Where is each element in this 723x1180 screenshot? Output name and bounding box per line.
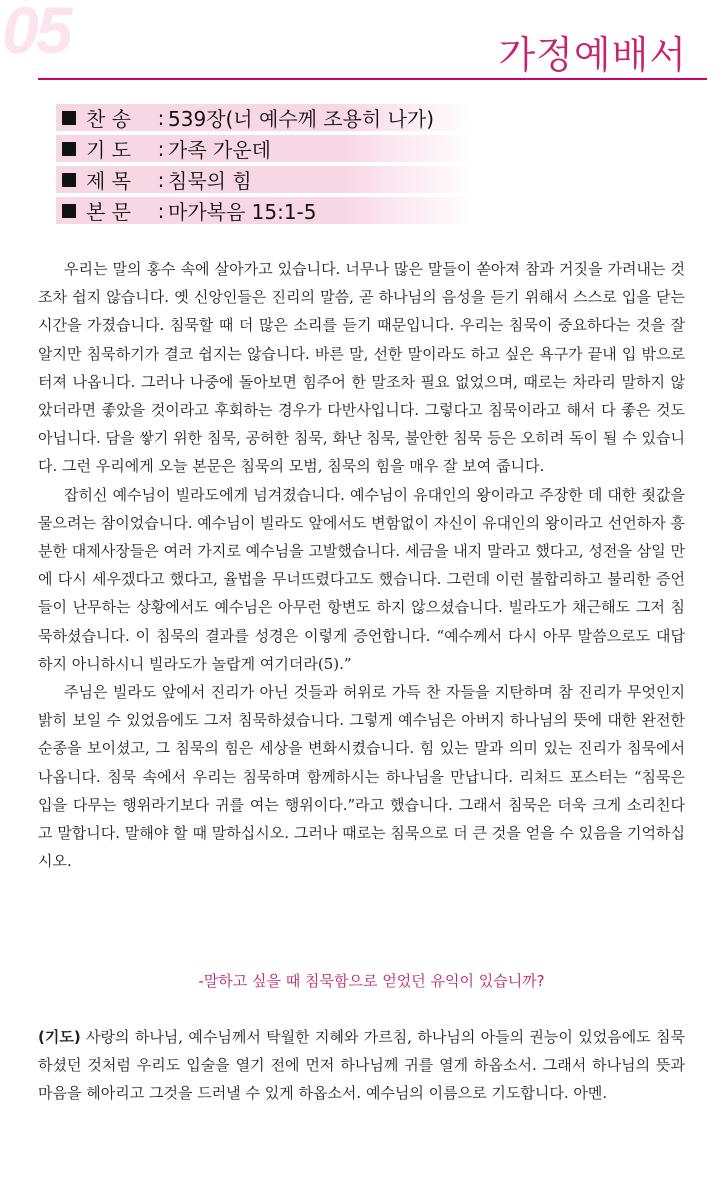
order-row-prayer xyxy=(56,135,476,162)
page-number: 05 xyxy=(2,0,70,67)
order-colon: : xyxy=(157,136,165,161)
sermon-paragraph: 주님은 빌라도 앞에서 진리가 아닌 것들과 허위로 가득 찬 자들을 지탄하며 참 진리가 무엇인지 밝히 보일 수 있었음에도 그저 침묵하셨습니다. 그렇게 예수님은 아버지 하나님의 뜻에 대한 완전한 순종을 보이셨고, 그 침묵의 힘은 세상을 변화시켰습니다. 힘 있는 말과 의미 있는 진리가 침묵에서 나옵니다. 침묵 속에서 우리는 침묵하며 함께하시는 하나님을 만납니다. 리처드 포스터는 “침묵은 입을 다무는 행위라기보다 귀를 여는 행위이다.”라고 했습니다. 그래서 침묵은 더욱 크게 소리친다고 말합니다. 말해야 할 때 말하십시오. 그러나 때로는 침묵으로 더 큰 것을 얻을 수 있음을 기억하십시오. xyxy=(38,683,685,871)
worship-order xyxy=(56,104,476,228)
square-bullet-icon xyxy=(62,142,76,156)
page-title: 가정예배서 xyxy=(498,33,687,77)
sermon-paragraph: 우리는 말의 홍수 속에 살아가고 있습니다. 너무나 많은 말들이 쏟아져 참과 거짓을 가려내는 것조차 쉽지 않습니다. 옛 신앙인들은 진리의 말씀, 곧 하나님의 음성을 듣기 위해서 스스로 입을 닫는 시간을 가졌습니다. 침묵할 때 더 많은 소리를 듣기 때문입니다. 우리는 침묵이 중요하다는 것을 잘 알지만 침묵하기가 결코 쉽지는 않습니다. 바른 말, 선한 말이라도 하고 싶은 욕구가 끝내 입 밖으로 터져 나옵니다. 그러나 나중에 돌아보면 힘주어 한 말조차 필요 없었으며, 때로는 차라리 말하지 않았더라면 좋았을 것이라고 후회하는 경우가 다반사입니다. 그렇다고 침묵이라고 해서 다 좋은 것도 아닙니다. 담을 쌓기 위한 침묵, 공허한 침묵, 화난 침묵, 불안한 침묵 등은 오히려 독이 될 수 있습니다. 그런 우리에게 오늘 본문은 침묵의 모범, 침묵의 힘을 매우 잘 보여 줍니다. xyxy=(38,260,685,476)
order-value: 마가복음 15:1-5 xyxy=(168,200,317,224)
order-value: 침묵의 힘 xyxy=(168,169,252,193)
order-colon: : xyxy=(157,167,165,192)
order-row-scripture xyxy=(56,197,476,224)
order-colon: : xyxy=(157,198,165,223)
order-value: 가족 가운데 xyxy=(168,138,271,162)
square-bullet-icon xyxy=(62,204,76,218)
reflection-question: -말하고 싶을 때 침묵함으로 얻었던 유익이 있습니까? xyxy=(198,972,545,990)
order-label: 본 문 xyxy=(86,200,131,224)
order-colon: : xyxy=(157,105,165,130)
closing-prayer xyxy=(38,1023,685,1108)
order-row-hymn xyxy=(56,104,476,131)
sermon-paragraph: 잡히신 예수님이 빌라도에게 넘겨졌습니다. 예수님이 유대인의 왕이라고 주장한 데 대한 죗값을 물으려는 참이었습니다. 예수님이 빌라도 앞에서도 변함없이 자신이 유대인의 왕이라고 선언하자 흥분한 대제사장들은 여러 가지로 예수님을 고발했습니다. 세금을 내지 말라고 했다고, 성전을 삼일 만에 다시 세우겠다고 했다고, 율법을 무너뜨렸다고도 했습니다. 그런데 이런 불합리하고 불리한 증언들이 난무하는 상황에서도 예수님은 아무런 항변도 하지 않으셨습니다. 빌라도가 채근해도 그저 침묵하셨습니다. 이 침묵의 결과를 성경은 이렇게 증언합니다. “예수께서 다시 아무 말씀으로도 대답하지 아니하시니 빌라도가 놀랍게 여기더라(5).” xyxy=(38,485,685,673)
order-row-subject xyxy=(56,166,476,193)
order-value: 539장(너 예수께 조용히 나가) xyxy=(168,107,435,131)
header-rule xyxy=(38,78,707,80)
order-label: 찬 송 xyxy=(86,107,131,131)
square-bullet-icon xyxy=(62,173,76,187)
square-bullet-icon xyxy=(62,111,76,125)
order-label: 제 목 xyxy=(86,169,131,193)
prayer-text: 사랑의 하나님, 예수님께서 탁월한 지혜와 가르침, 하나님의 아들의 권능이 있었음에도 침묵하셨던 것처럼 우리도 입술을 열기 전에 먼저 하나님께 귀를 열게 하옵소서. 그래서 하나님의 뜻과 마음을 헤아리고 그것을 드러낼 수 있게 하옵소서. 예수님의 이름으로 기도합니다. 아멘. xyxy=(38,1028,685,1103)
prayer-label: (기도) xyxy=(38,1028,81,1046)
order-label: 기 도 xyxy=(86,138,131,162)
sermon-body xyxy=(38,255,685,875)
